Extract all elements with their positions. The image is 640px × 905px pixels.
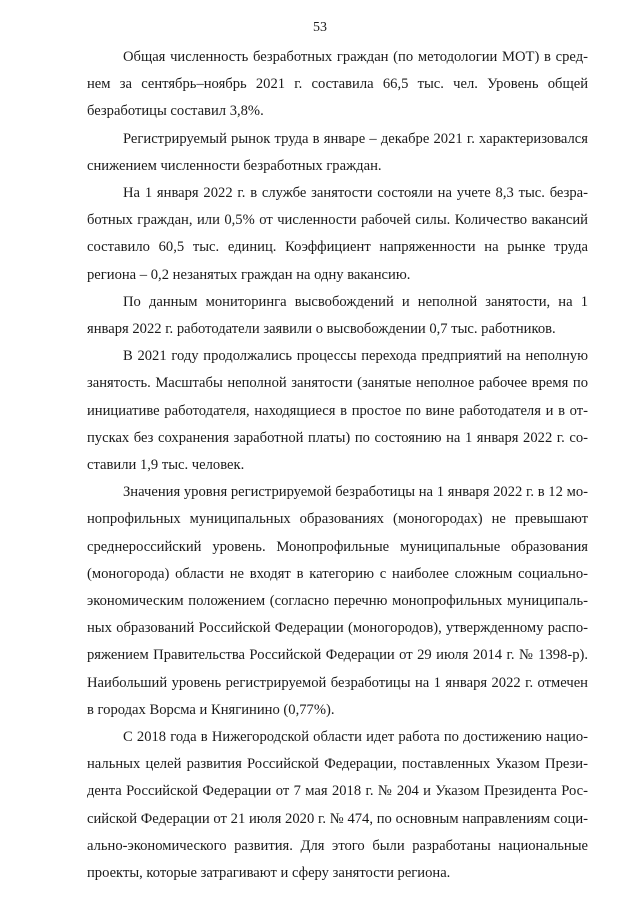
paragraph-part-time-employment: В 2021 году продолжались процессы перехода предприятий на неполную занятость. Масштабы неполной занятости (занятые неполное рабочее время по инициативе работодателя, находящиеся в простое по вине работодателя и в отпусках без сохранения заработной платы) по состоянию на 1 января 2022 г. составили 1,9 тыс. человек. <box>87 348 588 474</box>
paragraph-layoff-monitoring: По данным мониторинга высвобождений и неполной занятости, на 1 января 2022 г. работодатели заявили о высвобождении 0,7 тыс. работников. <box>87 293 588 338</box>
page-number: 53 <box>313 20 327 35</box>
paragraph-registered-labor-market: Регистрируемый рынок труда в январе – декабре 2021 г. характеризовался снижением численности безработных граждан. <box>87 130 588 174</box>
paragraph-single-industry-towns: Значения уровня регистрируемой безработицы на 1 января 2022 г. в 12 монопрофильных муниципальных образованиях (моногородах) не превышают среднероссийский уровень. Монопрофильные муниципальные образования (моногорода) области не входят в категорию с наиболее сложным социально-экономическим положением (согласно перечню монопрофильных муниципальных образований Российской Федерации (моногородов), утвержденному распоряжением Правительства Российской Федерации от 29 июля 2014 г. № 1398-р). Наибольший уровень регистрируемой безработицы на 1 января 2022 г. отмечен в городах Ворсма и Княгинино (0,77%). <box>87 484 588 718</box>
document-body <box>87 44 588 887</box>
paragraph-employment-service-registry: На 1 января 2022 г. в службе занятости состояли на учете 8,3 тыс. безработных граждан, или 0,5% от численности рабочей силы. Количество вакансий составило 60,5 тыс. единиц. Коэффициент напряженности на рынке труда региона – 0,2 незанятых граждан на одну вакансию. <box>87 185 588 283</box>
paragraph-national-goals: С 2018 года в Нижегородской области идет работа по достижению национальных целей развития Российской Федерации, поставленных Указом Президента Российской Федерации от 7 мая 2018 г. № 204 и Указом Президента Российской Федерации от 21 июля 2020 г. № 474, по основным направлениям социально-экономического развития. Для этого были разработаны национальные проекты, которые затрагивают и сферу занятости региона. <box>87 729 588 882</box>
paragraph-unemployment-ilo: Общая численность безработных граждан (по методологии МОТ) в среднем за сентябрь–ноябрь 2021 г. составила 66,5 тыс. чел. Уровень общей безработицы составил 3,8%. <box>87 49 588 120</box>
